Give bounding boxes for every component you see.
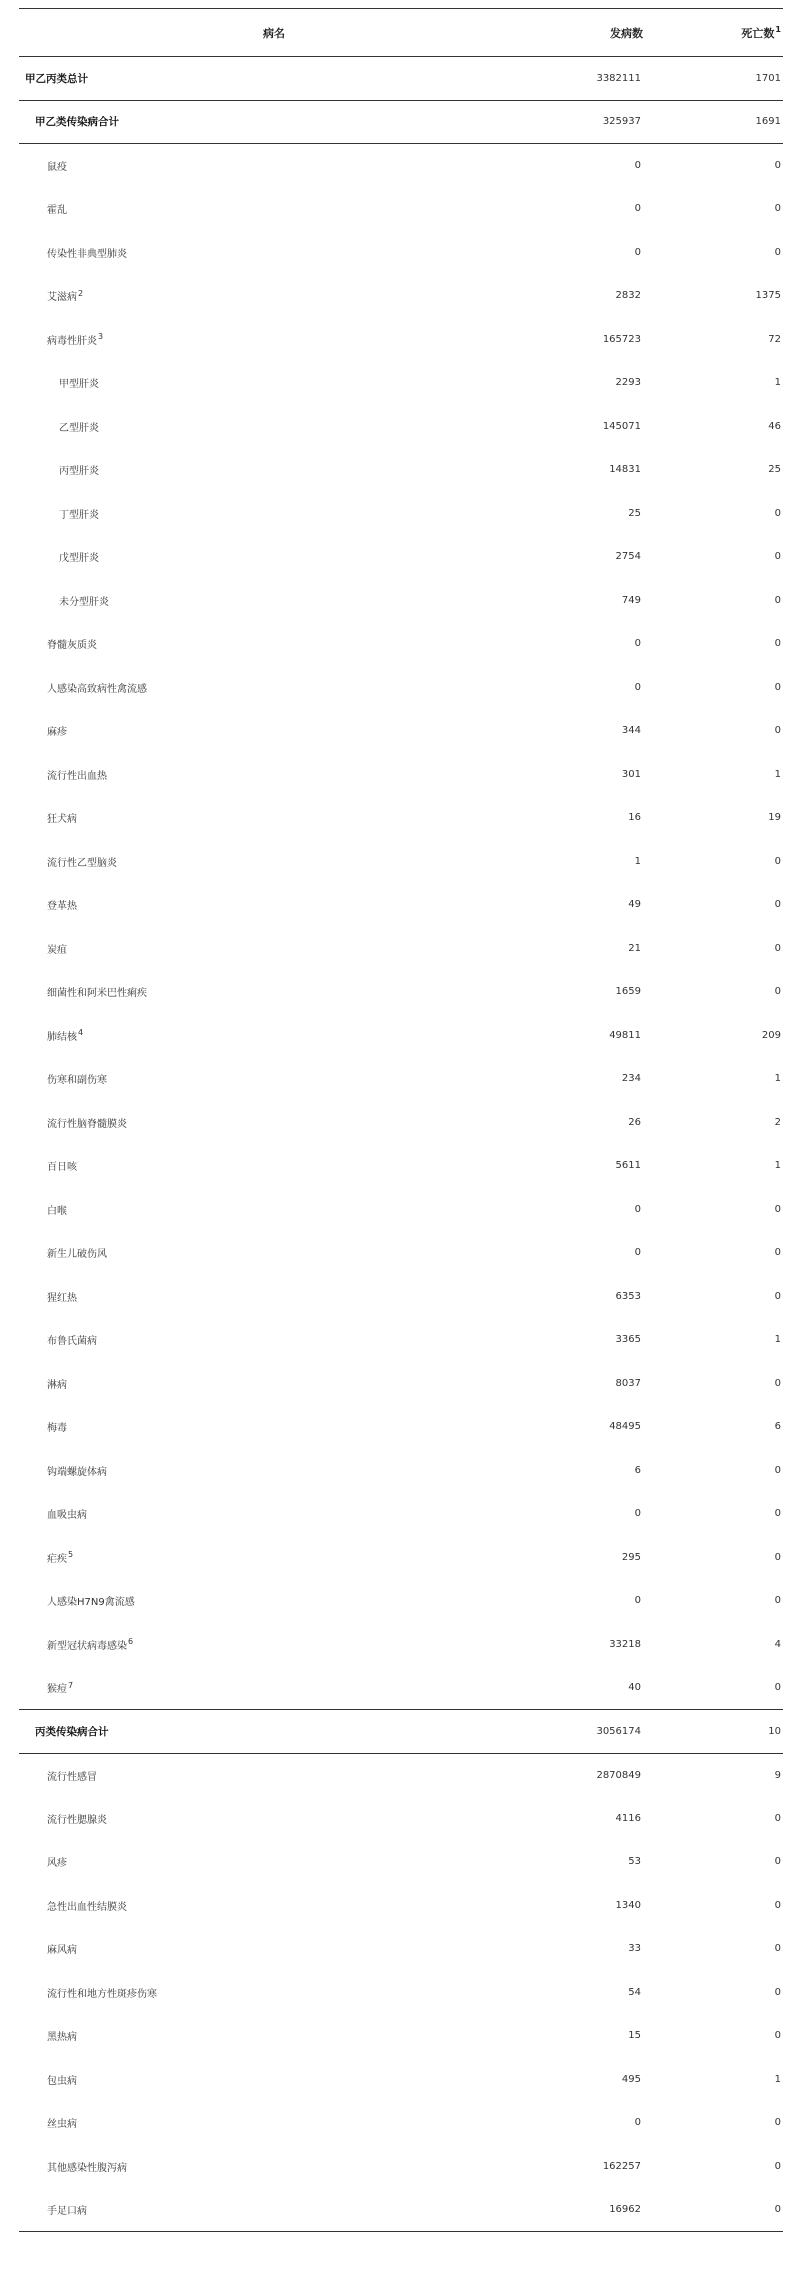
cases-cell: 165723 (602, 333, 641, 345)
disease-name-cell (19, 753, 499, 797)
table-row (19, 535, 783, 579)
disease-name-cell (19, 883, 499, 927)
disease-name: 丝虫病 (47, 2119, 77, 2131)
table-row (19, 970, 783, 1014)
table-row (19, 144, 783, 188)
disease-name-cell (19, 1753, 499, 1797)
table-row (19, 1840, 783, 1884)
disease-name: 百日咳 (47, 1162, 77, 1174)
cases-cell: 40 (628, 1682, 641, 1693)
cases-cell: 0 (634, 1595, 641, 1607)
disease-name: 流行性脑脊髓膜炎 (47, 1118, 127, 1130)
cases-cell: 54 (628, 1986, 641, 1998)
table-row (19, 579, 783, 623)
disease-name-cell (19, 187, 499, 231)
disease-name-cell (19, 231, 499, 275)
deaths-cell: 0 (774, 986, 781, 998)
deaths-cell: 2 (774, 1116, 781, 1128)
disease-name: 甲乙丙类总计 (25, 72, 88, 85)
deaths-cell: 1 (774, 1334, 781, 1346)
disease-name-cell (19, 274, 499, 318)
cases-cell: 0 (634, 246, 641, 258)
disease-name: 梅毒 (47, 1423, 67, 1435)
table-row (19, 1231, 783, 1275)
table-row (19, 1449, 783, 1493)
disease-name: 丁型肝炎 (59, 509, 99, 521)
deaths-cell: 0 (774, 1943, 781, 1955)
disease-name: 细菌性和阿米巴性痢疾 (47, 988, 147, 1000)
disease-name-cell (19, 1927, 499, 1971)
table-row (19, 666, 783, 710)
table-row (19, 709, 783, 753)
deaths-cell: 0 (774, 507, 781, 519)
table-row (19, 1927, 783, 1971)
header-disease-name: 病名 (19, 9, 499, 57)
footnote-marker: 5 (68, 1550, 74, 1560)
cases-cell: 49 (628, 899, 641, 911)
deaths-cell: 0 (774, 725, 781, 737)
table-row (19, 2058, 783, 2102)
disease-name-cell (19, 1057, 499, 1101)
table-row (19, 1536, 783, 1580)
cases-cell: 295 (621, 1551, 641, 1563)
disease-name: 风疹 (47, 1858, 67, 1870)
deaths-cell: 1691 (651, 100, 783, 144)
disease-name: 未分型肝炎 (59, 596, 109, 608)
cases-cell: 8037 (615, 1377, 641, 1389)
disease-name-cell (19, 1318, 499, 1362)
table-row (19, 318, 783, 362)
deaths-cell: 0 (774, 899, 781, 911)
cases-cell: 16 (628, 812, 641, 824)
disease-name: 甲型肝炎 (59, 379, 99, 391)
deaths-cell: 1 (774, 2073, 781, 2085)
deaths-cell: 0 (774, 246, 781, 258)
table-row (19, 405, 783, 449)
table-row (19, 1753, 783, 1797)
cases-cell: 3056174 (499, 1710, 651, 1754)
disease-name: 白喉 (47, 1205, 67, 1217)
table-row (19, 840, 783, 884)
disease-name-cell (19, 1884, 499, 1928)
disease-name-cell (19, 405, 499, 449)
footnote-marker: 6 (128, 1637, 134, 1647)
cases-cell: 6353 (615, 1290, 641, 1302)
disease-name-cell (19, 1362, 499, 1406)
table-row (19, 492, 783, 536)
table-row (19, 1362, 783, 1406)
deaths-cell: 10 (651, 1710, 783, 1754)
deaths-cell: 0 (774, 855, 781, 867)
disease-name: 病毒性肝炎 (47, 335, 97, 347)
table-body (19, 57, 783, 2232)
disease-name-cell (19, 1971, 499, 2015)
deaths-cell: 0 (774, 2160, 781, 2172)
cases-cell: 234 (621, 1073, 641, 1085)
cases-cell: 49811 (609, 1029, 641, 1041)
cases-cell: 495 (621, 2073, 641, 2085)
header-deaths-footnote: 1 (775, 24, 781, 34)
footnote-marker: 4 (78, 1028, 84, 1038)
cases-cell: 145071 (602, 420, 641, 432)
cases-cell: 2832 (615, 290, 641, 302)
table-row (19, 187, 783, 231)
table-total-row (19, 1710, 783, 1754)
disease-name: 狂犬病 (47, 814, 77, 826)
table-row (19, 927, 783, 971)
deaths-cell: 0 (774, 160, 781, 171)
disease-name: 黑热病 (47, 2032, 77, 2044)
footnote-marker: 2 (78, 288, 84, 298)
table-row (19, 448, 783, 492)
disease-name-cell (19, 1231, 499, 1275)
deaths-cell: 209 (761, 1029, 781, 1041)
disease-name-cell (19, 1623, 499, 1667)
disease-name-cell (19, 622, 499, 666)
table-row (19, 753, 783, 797)
disease-name-cell (19, 535, 499, 579)
disease-name-cell (19, 1666, 499, 1710)
cases-cell: 21 (628, 942, 641, 954)
table-row (19, 2145, 783, 2189)
cases-cell: 3365 (615, 1334, 641, 1346)
cases-cell: 6 (634, 1464, 641, 1476)
deaths-cell: 0 (774, 1986, 781, 1998)
disease-name: 人感染高致病性禽流感 (47, 683, 147, 695)
deaths-cell: 1701 (651, 57, 783, 101)
disease-name: 登革热 (47, 901, 77, 913)
cases-cell: 3382111 (499, 57, 651, 101)
disease-name: 戊型肝炎 (59, 553, 99, 565)
deaths-cell: 0 (774, 1508, 781, 1520)
table-row (19, 2101, 783, 2145)
deaths-cell: 4 (774, 1638, 781, 1650)
disease-name: 丙类传染病合计 (35, 1725, 109, 1738)
table-row (19, 2188, 783, 2232)
deaths-cell: 0 (774, 638, 781, 650)
cases-cell: 301 (621, 768, 641, 780)
table-row (19, 1405, 783, 1449)
deaths-cell: 0 (774, 1377, 781, 1389)
disease-name-cell (19, 1014, 499, 1058)
disease-name: 传染性非典型肺炎 (47, 248, 127, 260)
cases-cell: 26 (628, 1116, 641, 1128)
deaths-cell: 0 (774, 681, 781, 693)
cases-cell: 344 (621, 725, 641, 737)
disease-name-cell (19, 796, 499, 840)
disease-name-cell (19, 1275, 499, 1319)
deaths-cell: 0 (774, 2117, 781, 2129)
cases-cell: 325937 (499, 100, 651, 144)
cases-cell: 2870849 (596, 1769, 641, 1781)
disease-name: 肺结核 (47, 1031, 77, 1043)
disease-name-cell (19, 1797, 499, 1841)
disease-name-cell (19, 318, 499, 362)
disease-name: 流行性腮腺炎 (47, 1814, 107, 1826)
disease-name: 丙型肝炎 (59, 466, 99, 478)
table-row (19, 1492, 783, 1536)
cases-cell: 53 (628, 1856, 641, 1868)
disease-name-cell (19, 361, 499, 405)
disease-name-cell (19, 579, 499, 623)
disease-name: 脊髓灰质炎 (47, 640, 97, 652)
cases-cell: 0 (634, 638, 641, 650)
table-row (19, 622, 783, 666)
disease-name: 炭疽 (47, 944, 67, 956)
disease-name: 流行性乙型脑炎 (47, 857, 117, 869)
table-row (19, 1057, 783, 1101)
cases-cell: 15 (628, 2030, 641, 2042)
disease-name: 新生儿破伤风 (47, 1249, 107, 1261)
deaths-cell: 6 (774, 1421, 781, 1433)
disease-name: 其他感染性腹泻病 (47, 2162, 127, 2174)
disease-name-cell (19, 2188, 499, 2232)
cases-cell: 48495 (609, 1421, 641, 1433)
disease-name: 疟疾 (47, 1553, 67, 1565)
table-row (19, 1797, 783, 1841)
disease-name: 急性出血性结膜炎 (47, 1901, 127, 1913)
disease-name-cell (19, 2014, 499, 2058)
table-row (19, 1666, 783, 1710)
disease-name-cell (19, 709, 499, 753)
table-row (19, 1144, 783, 1188)
disease-name-cell (19, 1144, 499, 1188)
deaths-cell: 0 (774, 1595, 781, 1607)
table-row (19, 1884, 783, 1928)
cases-cell: 33218 (609, 1638, 641, 1650)
disease-name: 麻风病 (47, 1945, 77, 1957)
deaths-cell: 72 (768, 333, 781, 345)
cases-cell: 33 (628, 1943, 641, 1955)
disease-name: 钩端螺旋体病 (47, 1466, 107, 1478)
table-row (19, 361, 783, 405)
disease-name-cell (19, 1449, 499, 1493)
disease-name: 霍乱 (47, 205, 67, 217)
disease-name-cell (19, 1840, 499, 1884)
table-row (19, 883, 783, 927)
deaths-cell: 9 (774, 1769, 781, 1781)
disease-name-cell (19, 492, 499, 536)
disease-name-cell (19, 1405, 499, 1449)
cases-cell: 0 (634, 1203, 641, 1215)
table-row (19, 1579, 783, 1623)
cases-cell: 1340 (615, 1899, 641, 1911)
disease-name: 流行性出血热 (47, 770, 107, 782)
cases-cell: 5611 (615, 1160, 641, 1172)
disease-name-cell (19, 970, 499, 1014)
disease-name: 麻疹 (47, 727, 67, 739)
deaths-cell: 46 (768, 420, 781, 432)
disease-name-cell (19, 1101, 499, 1145)
disease-name-cell (19, 1710, 499, 1754)
table-row (19, 274, 783, 318)
disease-name-cell (19, 2101, 499, 2145)
disease-name: 血吸虫病 (47, 1510, 87, 1522)
deaths-cell: 1 (774, 768, 781, 780)
disease-name-cell (19, 666, 499, 710)
deaths-cell: 0 (774, 1464, 781, 1476)
disease-name: 伤寒和副伤寒 (47, 1075, 107, 1087)
cases-cell: 1659 (615, 986, 641, 998)
cases-cell: 2293 (615, 377, 641, 389)
disease-name: 人感染H7N9禽流感 (47, 1597, 135, 1609)
table-row (19, 796, 783, 840)
table-row (19, 1101, 783, 1145)
table-row (19, 1318, 783, 1362)
deaths-cell: 0 (774, 203, 781, 215)
cases-cell: 0 (634, 681, 641, 693)
deaths-cell: 1 (774, 1073, 781, 1085)
cases-cell: 16962 (499, 2188, 651, 2232)
disease-name-cell (19, 840, 499, 884)
disease-name: 艾滋病 (47, 292, 77, 304)
disease-name: 流行性和地方性斑疹伤寒 (47, 1988, 157, 2000)
header-deaths (651, 9, 783, 57)
cases-cell: 2754 (615, 551, 641, 563)
disease-name-cell (19, 927, 499, 971)
disease-name: 鼠疫 (47, 162, 67, 173)
deaths-cell: 1375 (755, 290, 781, 302)
table-row (19, 231, 783, 275)
cases-cell: 749 (621, 594, 641, 606)
deaths-cell: 0 (774, 1290, 781, 1302)
deaths-cell: 0 (774, 2030, 781, 2042)
table-row (19, 2014, 783, 2058)
header-deaths-label: 死亡数 (741, 26, 775, 40)
header-row (19, 9, 783, 57)
disease-name-cell (19, 57, 499, 101)
deaths-cell: 0 (774, 1682, 781, 1693)
footnote-marker: 7 (68, 1680, 74, 1690)
cases-cell: 4116 (615, 1812, 641, 1824)
disease-name-cell (19, 1536, 499, 1580)
disease-name: 甲乙类传染病合计 (35, 116, 119, 129)
disease-name-cell (19, 2145, 499, 2189)
disease-name-cell (19, 448, 499, 492)
cases-cell: 25 (628, 507, 641, 519)
disease-name-cell (19, 144, 499, 188)
table-total-row (19, 100, 783, 144)
deaths-cell: 0 (774, 1899, 781, 1911)
deaths-cell: 25 (768, 464, 781, 476)
deaths-cell: 0 (774, 1551, 781, 1563)
cases-cell: 0 (634, 160, 641, 171)
disease-name: 猴痘 (47, 1684, 67, 1695)
deaths-cell: 0 (774, 942, 781, 954)
table-row (19, 1014, 783, 1058)
header-cases: 发病数 (499, 9, 651, 57)
disease-name: 乙型肝炎 (59, 422, 99, 434)
disease-name: 新型冠状病毒感染 (47, 1640, 127, 1652)
deaths-cell: 0 (774, 1856, 781, 1868)
cases-cell: 0 (634, 203, 641, 215)
table-row (19, 1623, 783, 1667)
table-row (19, 1275, 783, 1319)
deaths-cell: 0 (774, 1812, 781, 1824)
deaths-cell: 1 (774, 1160, 781, 1172)
disease-name: 流行性感冒 (47, 1771, 97, 1783)
cases-cell: 0 (634, 1508, 641, 1520)
disease-name: 手足口病 (47, 2206, 87, 2217)
cases-cell: 1 (634, 855, 641, 867)
deaths-cell: 1 (774, 377, 781, 389)
deaths-cell: 0 (774, 594, 781, 606)
cases-cell: 162257 (602, 2160, 641, 2172)
disease-name: 布鲁氏菌病 (47, 1336, 97, 1348)
disease-statistics-table (19, 8, 783, 2232)
deaths-cell: 19 (768, 812, 781, 824)
table-row (19, 1971, 783, 2015)
disease-name: 淋病 (47, 1379, 67, 1391)
disease-name-cell (19, 1188, 499, 1232)
disease-name: 包虫病 (47, 2075, 77, 2087)
disease-name-cell (19, 100, 499, 144)
deaths-cell: 0 (774, 551, 781, 563)
cases-cell: 0 (634, 1247, 641, 1259)
disease-name-cell (19, 1579, 499, 1623)
disease-name-cell (19, 1492, 499, 1536)
disease-name-cell (19, 2058, 499, 2102)
footnote-marker: 3 (98, 332, 104, 342)
cases-cell: 14831 (609, 464, 641, 476)
deaths-cell: 0 (651, 2188, 783, 2232)
table-header (19, 9, 783, 57)
table-total-row (19, 57, 783, 101)
deaths-cell: 0 (774, 1247, 781, 1259)
table-row (19, 1188, 783, 1232)
disease-name: 猩红热 (47, 1292, 77, 1304)
cases-cell: 0 (634, 2117, 641, 2129)
deaths-cell: 0 (774, 1203, 781, 1215)
